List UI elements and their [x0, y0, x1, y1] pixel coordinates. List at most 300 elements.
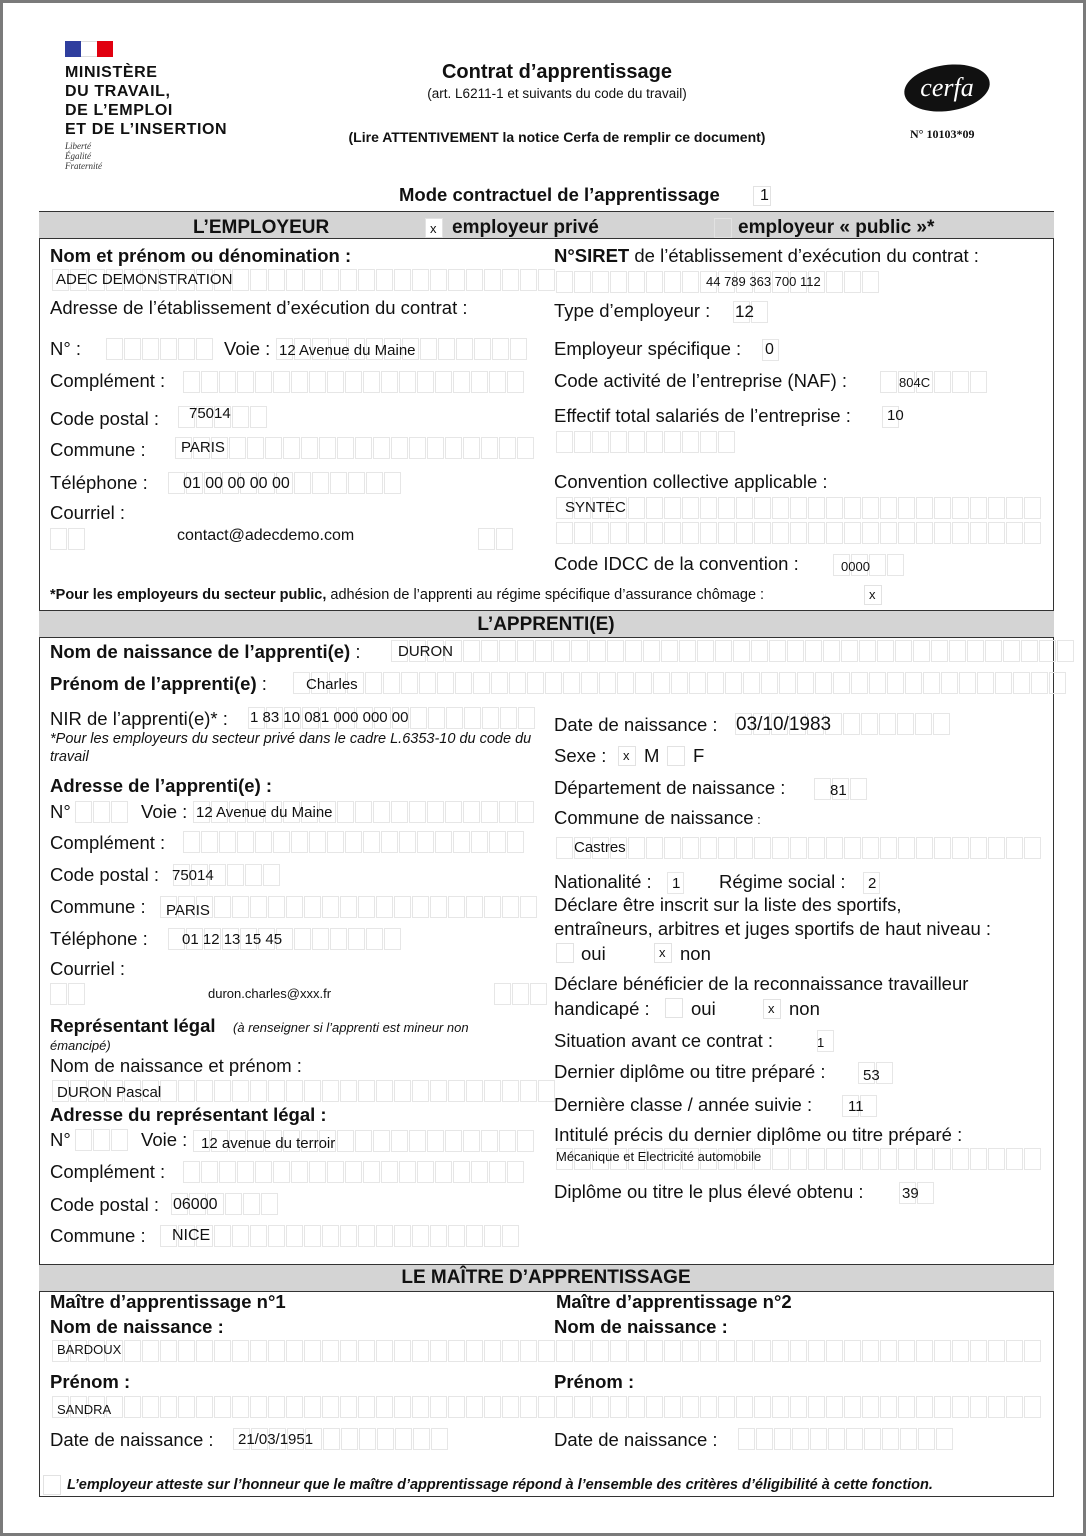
field-cell: [478, 528, 495, 550]
field-cell: [412, 1080, 429, 1102]
field-cell: [949, 640, 966, 662]
field-cell: [844, 497, 861, 519]
diploma-title-value: Mécanique et Electricité automobile: [556, 1149, 762, 1164]
cerfa-logo-text: cerfa: [920, 73, 974, 102]
field-cell: [474, 338, 491, 360]
field-cell: [664, 522, 681, 544]
field-cell: [75, 801, 92, 823]
label-separator: :: [350, 641, 361, 662]
field-cell: [664, 271, 681, 293]
public-sector-note-rest: adhésion de l’apprenti au régime spécifique d’assurance chômage :: [326, 587, 765, 603]
field-cell: [304, 1396, 321, 1418]
unemployment-regime-mark: x: [869, 587, 876, 602]
field-cell: [653, 672, 670, 694]
republic-motto: [65, 141, 102, 171]
field-cell: [322, 1225, 339, 1247]
field-cell: [952, 1396, 969, 1418]
apprentice-birth-name-value: DURON: [398, 643, 453, 660]
field-cell: [880, 371, 897, 393]
field-cell: [923, 672, 940, 694]
field-cell: [448, 1080, 465, 1102]
field-cell: [409, 437, 426, 459]
field-cell: [772, 1148, 789, 1170]
employer-email-field[interactable]: [50, 528, 86, 550]
field-cell: [556, 1396, 573, 1418]
legal-rep-name-label: Nom de naissance et prénom :: [50, 1055, 302, 1076]
field-cell: [707, 672, 724, 694]
field-cell: [833, 672, 850, 694]
field-cell: [628, 271, 645, 293]
employer-type-value: 12: [735, 302, 754, 321]
field-cell: [412, 1225, 429, 1247]
siret-label-bold: N°SIRET: [554, 245, 630, 266]
field-cell: [448, 896, 465, 918]
field-cell: [363, 371, 380, 393]
legal-rep-note-line2: émancipé): [50, 1038, 111, 1053]
field-cell: [918, 1428, 935, 1450]
field-cell: [142, 338, 159, 360]
field-cell: [466, 1340, 483, 1362]
field-cell: [934, 371, 951, 393]
ministry-line: DE L’EMPLOI: [65, 102, 173, 119]
convention-label: Convention collective applicable :: [554, 471, 828, 492]
field-cell: [463, 437, 480, 459]
field-cell: [430, 1340, 447, 1362]
field-cell: [196, 1396, 213, 1418]
field-cell: [664, 497, 681, 519]
field-cell: [456, 338, 473, 360]
field-cell: [844, 1396, 861, 1418]
field-cell: [823, 640, 840, 662]
field-cell: [322, 1396, 339, 1418]
field-cell: [394, 1396, 411, 1418]
field-cell: [826, 837, 843, 859]
field-cell: [337, 437, 354, 459]
field-cell: [507, 1161, 524, 1183]
field-cell: [312, 928, 329, 950]
employer-voie-value: 12 Avenue du Maine: [279, 342, 416, 359]
field-cell: [124, 338, 141, 360]
field-cell: [232, 1396, 249, 1418]
field-cell: [905, 672, 922, 694]
field-cell: [286, 1225, 303, 1247]
field-cell: [898, 1396, 915, 1418]
field-cell: [751, 640, 768, 662]
field-cell: [808, 1340, 825, 1362]
cerfa-number: N° 10103*09: [910, 127, 975, 141]
field-cell: [772, 1340, 789, 1362]
field-cell: [381, 371, 398, 393]
field-cell: [327, 371, 344, 393]
field-cell: [808, 497, 825, 519]
field-cell: [517, 801, 534, 823]
field-cell: [970, 837, 987, 859]
field-cell: [196, 338, 213, 360]
field-cell: [268, 896, 285, 918]
field-cell: [430, 1225, 447, 1247]
field-cell: [808, 1148, 825, 1170]
field-cell: [574, 1340, 591, 1362]
field-cell: [499, 1130, 516, 1152]
field-cell: [985, 640, 1002, 662]
headcount-field-extra[interactable]: [556, 431, 736, 453]
field-cell: [535, 640, 552, 662]
field-cell: [111, 1129, 128, 1151]
master1-first-name-field[interactable]: [52, 1396, 556, 1418]
employer-email-field-end[interactable]: [478, 528, 514, 550]
field-cell: [792, 1428, 809, 1450]
field-cell: [689, 672, 706, 694]
attestation-checkbox[interactable]: [43, 1475, 61, 1495]
field-cell: [394, 1080, 411, 1102]
legal-rep-postal-value: 06000: [173, 1196, 218, 1213]
field-cell: [898, 1148, 915, 1170]
field-cell: [880, 837, 897, 859]
field-cell: [363, 831, 380, 853]
field-cell: [409, 1130, 426, 1152]
employer-complement-field[interactable]: [183, 371, 525, 393]
field-cell: [826, 1340, 843, 1362]
field-cell: [463, 1130, 480, 1152]
athlete-oui-label: oui: [581, 943, 606, 964]
field-cell: [446, 707, 463, 729]
athlete-declaration-line2: entraîneurs, arbitres et juges sportifs de haut niveau :: [554, 918, 992, 939]
field-cell: [391, 1130, 408, 1152]
employer-email-value: contact@adecdemo.com: [177, 527, 355, 544]
highest-diploma-value: 39: [902, 1185, 919, 1202]
field-cell: [599, 672, 616, 694]
field-cell: [877, 640, 894, 662]
field-cell: [412, 269, 429, 291]
athlete-declaration-line1: Déclare être inscrit sur la liste des sportifs,: [554, 894, 902, 915]
field-cell: [142, 1340, 159, 1362]
field-cell: [417, 831, 434, 853]
field-cell: [286, 1080, 303, 1102]
employer-specific-label: Employeur spécifique :: [554, 338, 742, 359]
headcount-value: 10: [887, 407, 904, 424]
field-cell: [484, 1396, 501, 1418]
field-cell: [1049, 672, 1066, 694]
field-cell: [445, 1130, 462, 1152]
field-cell: [340, 269, 357, 291]
field-cell: [1031, 672, 1048, 694]
field-cell: [790, 1396, 807, 1418]
field-cell: [250, 896, 267, 918]
field-cell: [661, 640, 678, 662]
handicap-oui-checkbox[interactable]: [665, 998, 683, 1018]
field-cell: [322, 1340, 339, 1362]
field-cell: [142, 1396, 159, 1418]
field-cell: [574, 522, 591, 544]
sex-f-checkbox[interactable]: [667, 746, 685, 766]
legal-rep-num-field[interactable]: [75, 1129, 129, 1151]
field-cell: [931, 640, 948, 662]
master2-title: Maître d’apprentissage n°2: [556, 1291, 792, 1312]
nir-label: NIR de l’apprenti(e)* :: [50, 708, 228, 729]
field-cell: [430, 896, 447, 918]
field-cell: [237, 831, 254, 853]
field-cell: [1006, 837, 1023, 859]
field-cell: [808, 1396, 825, 1418]
field-cell: [196, 1340, 213, 1362]
field-cell: [322, 896, 339, 918]
employer-num-label: N° :: [50, 338, 82, 359]
field-cell: [376, 1396, 393, 1418]
field-cell: [664, 431, 681, 453]
birth-dept-value: 81: [830, 782, 847, 799]
field-cell: [556, 1340, 573, 1362]
athlete-non-mark: x: [659, 945, 666, 960]
field-cell: [294, 472, 311, 494]
field-cell: [916, 837, 933, 859]
field-cell: [916, 1396, 933, 1418]
field-cell: [383, 672, 400, 694]
field-cell: [484, 1340, 501, 1362]
legal-rep-heading: [50, 1015, 216, 1037]
master1-birth-label: Date de naissance :: [50, 1429, 214, 1450]
field-cell: [700, 837, 717, 859]
field-cell: [718, 1396, 735, 1418]
apprentice-num-label: N°: [50, 801, 71, 822]
legal-rep-complement-field[interactable]: [183, 1161, 525, 1183]
apprentice-complement-field[interactable]: [183, 831, 525, 853]
field-cell: [581, 672, 598, 694]
convention-field[interactable]: [556, 497, 1042, 519]
field-cell: [327, 1161, 344, 1183]
field-cell: [933, 713, 950, 735]
apprentice-email-value: duron.charles@xxx.fr: [208, 986, 332, 1001]
apprentice-phone-label: Téléphone :: [50, 928, 148, 949]
legal-rep-postal-label: Code postal :: [50, 1194, 160, 1215]
field-cell: [736, 497, 753, 519]
field-cell: [790, 1148, 807, 1170]
nationality-value: 1: [672, 875, 681, 892]
field-cell: [841, 640, 858, 662]
field-cell: [553, 640, 570, 662]
field-cell: [664, 1396, 681, 1418]
apprentice-email-field[interactable]: [50, 983, 86, 1005]
field-cell: [160, 1080, 177, 1102]
field-cell: [862, 522, 879, 544]
field-cell: [345, 371, 362, 393]
field-cell: [420, 338, 437, 360]
field-cell: [255, 831, 272, 853]
field-cell: [263, 864, 280, 886]
legal-rep-num-label: N°: [50, 1129, 71, 1150]
field-cell: [291, 1161, 308, 1183]
field-cell: [970, 522, 987, 544]
master1-first-name-value: SANDRA: [57, 1402, 112, 1417]
master2-name-field[interactable]: [556, 1340, 1042, 1362]
field-cell: [492, 338, 509, 360]
field-cell: [160, 338, 177, 360]
field-cell: [936, 1428, 953, 1450]
master2-first-name-field[interactable]: [556, 1396, 1042, 1418]
field-cell: [1006, 522, 1023, 544]
master1-name-field[interactable]: [52, 1340, 556, 1362]
field-cell: [391, 801, 408, 823]
field-cell: [201, 371, 218, 393]
field-cell: [934, 522, 951, 544]
field-cell: [309, 1161, 326, 1183]
field-cell: [772, 497, 789, 519]
field-cell: [50, 983, 67, 1005]
legal-rep-commune-field[interactable]: [160, 1225, 520, 1247]
field-cell: [970, 1340, 987, 1362]
apprentice-postal-label: Code postal :: [50, 864, 160, 885]
field-cell: [376, 269, 393, 291]
field-cell: [520, 1396, 537, 1418]
athlete-oui-checkbox[interactable]: [556, 943, 574, 963]
field-cell: [1024, 1148, 1041, 1170]
field-cell: [682, 497, 699, 519]
field-cell: [255, 1161, 272, 1183]
apprentice-num-field[interactable]: [75, 801, 129, 823]
highest-diploma-label: Diplôme ou titre le plus élevé obtenu :: [554, 1181, 864, 1202]
field-cell: [330, 472, 347, 494]
field-cell: [787, 640, 804, 662]
field-cell: [232, 896, 249, 918]
field-cell: [952, 497, 969, 519]
apprentice-first-name-field[interactable]: [293, 672, 1067, 694]
apprentice-voie-label: Voie :: [141, 801, 188, 822]
legal-rep-label: Représentant légal: [50, 1015, 216, 1036]
field-cell: [304, 269, 321, 291]
ministry-line: DU TRAVAIL,: [65, 83, 171, 100]
field-cell: [664, 837, 681, 859]
field-cell: [499, 801, 516, 823]
field-cell: [916, 497, 933, 519]
employer-name-label: Nom et prénom ou dénomination :: [50, 245, 352, 266]
mode-contractuel-label: Mode contractuel de l’apprentissage: [399, 184, 720, 205]
field-cell: [862, 497, 879, 519]
field-cell: [394, 896, 411, 918]
field-cell: [900, 1428, 917, 1450]
field-cell: [880, 1396, 897, 1418]
document-subtitle: (art. L6211-1 et suivants du code du travail): [427, 86, 687, 101]
field-cell: [1024, 1340, 1041, 1362]
field-cell: [323, 1428, 340, 1450]
motto-line: Fraternité: [65, 161, 102, 171]
nir-value: 1 83 10 081 000 000 00: [250, 709, 409, 726]
field-cell: [291, 831, 308, 853]
field-cell: [237, 371, 254, 393]
public-employer-label: employeur « public »*: [738, 217, 935, 238]
convention-field-line2[interactable]: [556, 522, 1042, 544]
apprentice-birth-name-field[interactable]: [391, 640, 1075, 662]
field-cell: [482, 707, 499, 729]
siret-label: [554, 245, 979, 267]
apprentice-postal-value: 75014: [172, 867, 214, 884]
field-cell: [1006, 497, 1023, 519]
field-cell: [952, 837, 969, 859]
master1-title: Maître d’apprentissage n°1: [50, 1291, 286, 1312]
apprentice-email-field-end[interactable]: [494, 983, 548, 1005]
field-cell: [754, 1396, 771, 1418]
master2-birth-field[interactable]: [738, 1428, 954, 1450]
motto-line: Liberté: [65, 141, 91, 151]
field-cell: [635, 672, 652, 694]
field-cell: [494, 983, 511, 1005]
field-cell: [934, 497, 951, 519]
field-cell: [1006, 1148, 1023, 1170]
field-cell: [229, 437, 246, 459]
field-cell: [481, 437, 498, 459]
field-cell: [304, 896, 321, 918]
attestation-text: L’employeur atteste sur l’honneur que le maître d’apprentissage répond à l’ensemble des critères d’éligibilité à cette fonction.: [67, 1477, 933, 1493]
field-cell: [556, 431, 573, 453]
handicap-non-label: non: [789, 998, 820, 1019]
apprentice-section-title: L’APPRENTI(E): [477, 614, 615, 635]
field-cell: [68, 983, 85, 1005]
sex-m-mark: x: [623, 748, 630, 763]
field-cell: [862, 271, 879, 293]
siret-value: 44 789 363 700 112: [706, 274, 821, 289]
legal-rep-voie-value: 12 avenue du terroir: [201, 1135, 336, 1152]
field-cell: [413, 1428, 430, 1450]
naf-field[interactable]: [880, 371, 988, 393]
field-cell: [453, 1161, 470, 1183]
field-cell: [384, 472, 401, 494]
field-cell: [916, 1148, 933, 1170]
field-cell: [861, 713, 878, 735]
athlete-non-label: non: [680, 943, 711, 964]
field-cell: [915, 713, 932, 735]
field-cell: [700, 1340, 717, 1362]
public-employer-checkbox[interactable]: [714, 218, 732, 238]
field-cell: [754, 837, 771, 859]
field-cell: [545, 672, 562, 694]
public-sector-note: [50, 587, 764, 603]
prior-situation-value: 1: [817, 1035, 825, 1050]
master2-name-label: Nom de naissance :: [554, 1316, 728, 1337]
field-cell: [435, 371, 452, 393]
apprentice-commune-field[interactable]: [160, 896, 538, 918]
birth-commune-field[interactable]: [556, 837, 1042, 859]
employer-commune-field[interactable]: [175, 437, 535, 459]
field-cell: [574, 431, 591, 453]
field-cell: [178, 1340, 195, 1362]
field-cell: [437, 672, 454, 694]
field-cell: [463, 801, 480, 823]
employer-type-label: Type d’employeur :: [554, 300, 711, 321]
field-cell: [988, 1340, 1005, 1362]
field-cell: [268, 1225, 285, 1247]
field-cell: [756, 1428, 773, 1450]
field-cell: [268, 1340, 285, 1362]
employer-num-field[interactable]: [106, 338, 214, 360]
field-cell: [826, 497, 843, 519]
field-cell: [481, 640, 498, 662]
field-cell: [431, 1428, 448, 1450]
field-cell: [952, 522, 969, 544]
field-cell: [610, 1396, 627, 1418]
field-cell: [610, 431, 627, 453]
field-cell: [427, 1130, 444, 1152]
field-cell: [201, 1161, 218, 1183]
field-cell: [455, 672, 472, 694]
field-cell: [448, 1225, 465, 1247]
field-cell: [772, 1396, 789, 1418]
field-cell: [988, 522, 1005, 544]
field-cell: [304, 1340, 321, 1362]
employer-voie-label: Voie :: [224, 338, 271, 359]
field-cell: [592, 1340, 609, 1362]
field-cell: [394, 1225, 411, 1247]
field-cell: [859, 640, 876, 662]
field-cell: [237, 1161, 254, 1183]
field-cell: [887, 554, 904, 576]
